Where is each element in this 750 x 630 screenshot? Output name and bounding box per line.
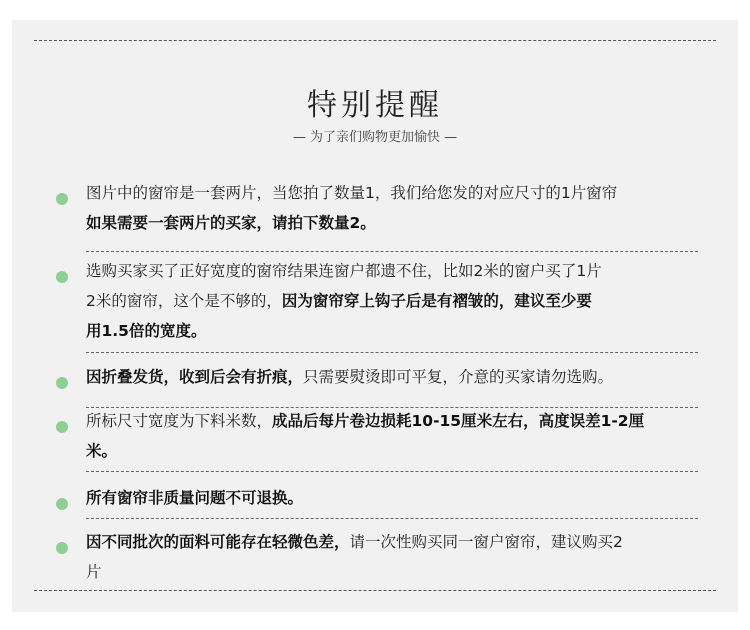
notice-text	[86, 178, 706, 238]
notice-plain-text: 选购买家买了正好宽度的窗帘结果连窗户都遗不住，比如2米的窗户买了1片	[86, 262, 602, 280]
notice-plain-text: 2米的窗帘，这个是不够的，	[86, 292, 282, 310]
notice-line	[86, 316, 706, 346]
bullet-dot-icon	[56, 193, 68, 205]
notice-plain-text: 片	[86, 563, 102, 581]
notice-line	[86, 178, 706, 208]
notice-emphasis-text: 因不同批次的面料可能存在轻微色差，	[86, 533, 350, 551]
notice-plain-text: 所标尺寸宽度为下料米数，	[86, 412, 273, 430]
notice-emphasis-text: 如果需要一套两片的买家，请拍下数量2。	[86, 214, 376, 232]
notice-divider	[86, 352, 698, 353]
notice-text	[86, 406, 706, 466]
notice-text	[86, 256, 706, 346]
notice-emphasis-text: 因为窗帘穿上钩子后是有褶皱的，建议至少要	[281, 292, 592, 310]
page-title: 特别提醒	[307, 88, 443, 123]
bottom-dashed-divider	[34, 590, 716, 591]
notice-line	[86, 406, 706, 436]
notice-line	[86, 483, 706, 513]
notice-plain-text: 请一次性购买同一窗户窗帘，建议购买2	[349, 533, 623, 551]
bullet-dot-icon	[56, 498, 68, 510]
notice-line	[86, 286, 706, 316]
notice-card	[12, 20, 738, 612]
top-dashed-divider	[34, 40, 716, 41]
notice-line	[86, 527, 706, 557]
notice-plain-text: 图片中的窗帘是一套两片，当您拍了数量1，我们给您发的对应尺寸的1片窗帘	[86, 184, 618, 202]
notice-divider	[86, 471, 698, 472]
notice-text	[86, 483, 706, 513]
notice-line	[86, 256, 706, 286]
notice-divider	[86, 518, 698, 519]
bullet-dot-icon	[56, 271, 68, 283]
notice-text	[86, 362, 706, 392]
notice-line	[86, 436, 706, 466]
bullet-dot-icon	[56, 542, 68, 554]
notice-line	[86, 362, 706, 392]
notice-emphasis-text: 所有窗帘非质量问题不可退换。	[86, 489, 304, 507]
notice-emphasis-text: 因折叠发货，收到后会有折痕，	[86, 368, 304, 386]
notice-emphasis-text: 米。	[86, 442, 118, 460]
notice-divider	[86, 251, 698, 252]
notice-emphasis-text: 成品后每片卷边损耗10-15厘米左右，高度误差1-2厘	[272, 412, 645, 430]
notice-line	[86, 208, 706, 238]
notice-text	[86, 527, 706, 587]
bullet-dot-icon	[56, 377, 68, 389]
notice-emphasis-text: 用1.5倍的宽度。	[86, 322, 207, 340]
page-subtitle: — 为了亲们购物更加愉快 —	[292, 130, 458, 145]
bullet-dot-icon	[56, 421, 68, 433]
notice-line	[86, 557, 706, 587]
notice-plain-text: 只需要熨烫即可平复，介意的买家请勿选购。	[303, 368, 614, 386]
